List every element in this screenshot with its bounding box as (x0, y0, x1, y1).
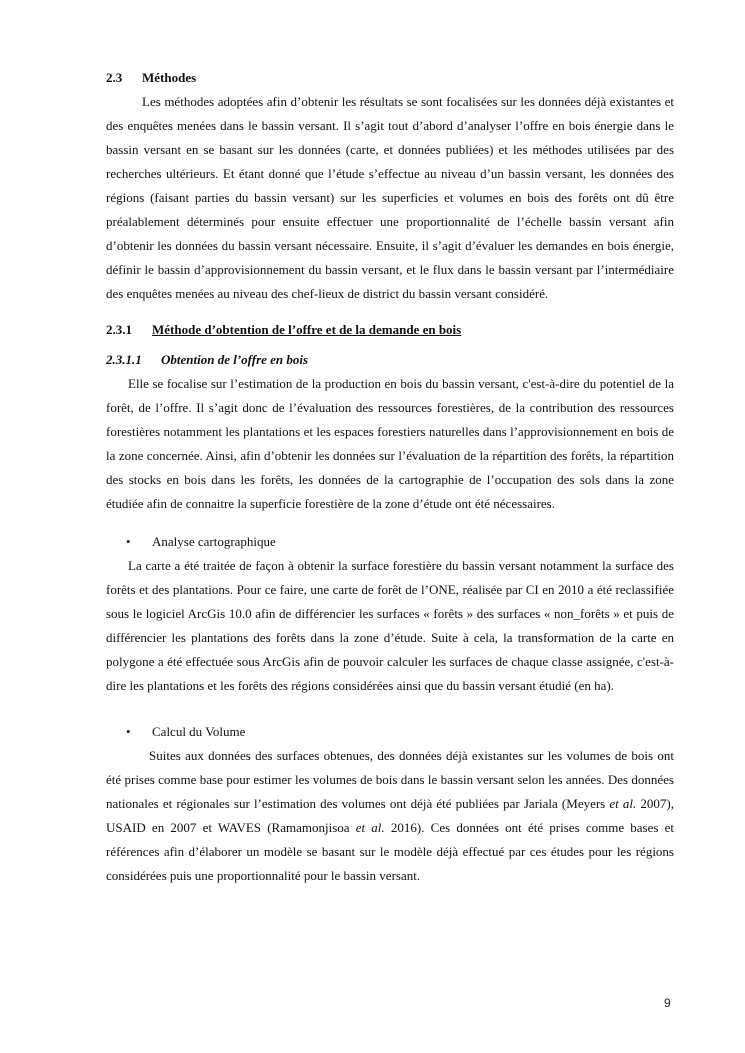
volume-paragraph (106, 744, 674, 888)
page-number: 9 (664, 996, 671, 1010)
bullet-label: Calcul du Volume (152, 724, 246, 739)
subsubsection-paragraph: Elle se focalise sur l’estimation de la production en bois du bassin versant, c'est-à-dire du potentiel de la forêt, de l’offre. Il s’agit donc de l’évaluation des ressources forestières, de la contribution des ressources forestières notamment les plantations et les espaces forestiers naturelles dans l’approvisionnement en bois de la zone concernée. Ainsi, afin d’obtenir les données sur l’évaluation de la répartition des forêts, la répartition des stocks en bois dans les forêts, les données de la cartographie de l’occupation des sols dans la zone étudiée afin de connaitre la superficie forestière de la zone d’étude ont été nécessaires. (106, 376, 674, 511)
bullet-item-analyse (106, 530, 674, 554)
volume-text-b: 2007), USAID en 2007 et WAVES (Ramamonjisoa (106, 796, 674, 835)
section-paragraph: Les méthodes adoptées afin d’obtenir les résultats se sont focalisées sur les données déjà existantes et des enquêtes menées dans le bassin versant. Il s’agit tout d’abord d’analyser l’offre en bois énergie dans le bassin versant en se basant sur les données (carte, et données publiées) et les méthodes utilisées par des recherches ultérieurs. Et étant donné que l’étude s’effectue au niveau d’un bassin versant, les données des régions (faisant parties du bassin versant) sur les superficies et volumes en bois des forêts ont dû être préalablement déterminés pour ensuite effectuer une proportionnalité de l’échelle bassin versant afin d’obtenir les données du bassin versant nécessaire. Ensuite, il s’agit d’évaluer les demandes en bois énergie, définir le bassin d’approvisionnement du bassin versant, et le flux dans le bassin versant par l’intermédiaire des enquêtes menées au niveau des chef-lieux de district du bassin versant considéré. (106, 94, 674, 301)
subsubsection-heading (106, 348, 674, 372)
subsubsection-number: 2.3.1.1 (106, 352, 142, 367)
subsection-title: Méthode d’obtention de l’offre et de la demande en bois (152, 322, 462, 337)
analyse-paragraph: La carte a été traitée de façon à obtenir la surface forestière du bassin versant notamment la surface des forêts et des plantations. Pour ce faire, une carte de forêt de l’ONE, réalisée par CI en 2010 a été reclassifiée sous le logiciel ArcGis 10.0 afin de différencier les surfaces « forêts » des surfaces « non_forêts » et puis de différencier les plantations des forêts dans la zone d’étude. Suite à cela, la transformation de la carte en polygone a été effectuée sous ArcGis afin de pouvoir calculer les surfaces de chaque classe assignée, c'est-à-dire les plantations et les forêts des régions considérées ainsi que du bassin versant étudié (en ha). (106, 558, 674, 693)
subsection-heading (106, 318, 674, 342)
citation-etal: et al. (609, 796, 637, 811)
citation-etal: et al. (355, 820, 385, 835)
section-heading (106, 66, 674, 90)
bullet-label: Analyse cartographique (152, 534, 276, 549)
page-body (106, 66, 674, 888)
volume-text-a: Suites aux données des surfaces obtenues, des données déjà existantes sur les volumes de bois ont été prises comme base pour estimer les volumes de bois dans le bassin versant selon les années. Des données nationales et régionales sur l’estimation des volumes ont déjà été publiées par Jariala (Meyers (106, 748, 674, 811)
section-number: 2.3 (106, 70, 123, 85)
section-title: Méthodes (142, 70, 197, 85)
bullet-icon: • (126, 724, 131, 739)
bullet-item-volume (106, 720, 674, 744)
bullet-icon: • (126, 534, 131, 549)
volume-text-c: 2016). Ces données ont été prises comme bases et références afin d’élaborer un modèle se basant sur le modèle déjà effectué par ces études pour les régions considérées puis une proportionnalité pour le bassin versant. (106, 820, 675, 883)
subsection-number: 2.3.1 (106, 322, 132, 337)
subsubsection-title: Obtention de l’offre en bois (161, 352, 309, 367)
